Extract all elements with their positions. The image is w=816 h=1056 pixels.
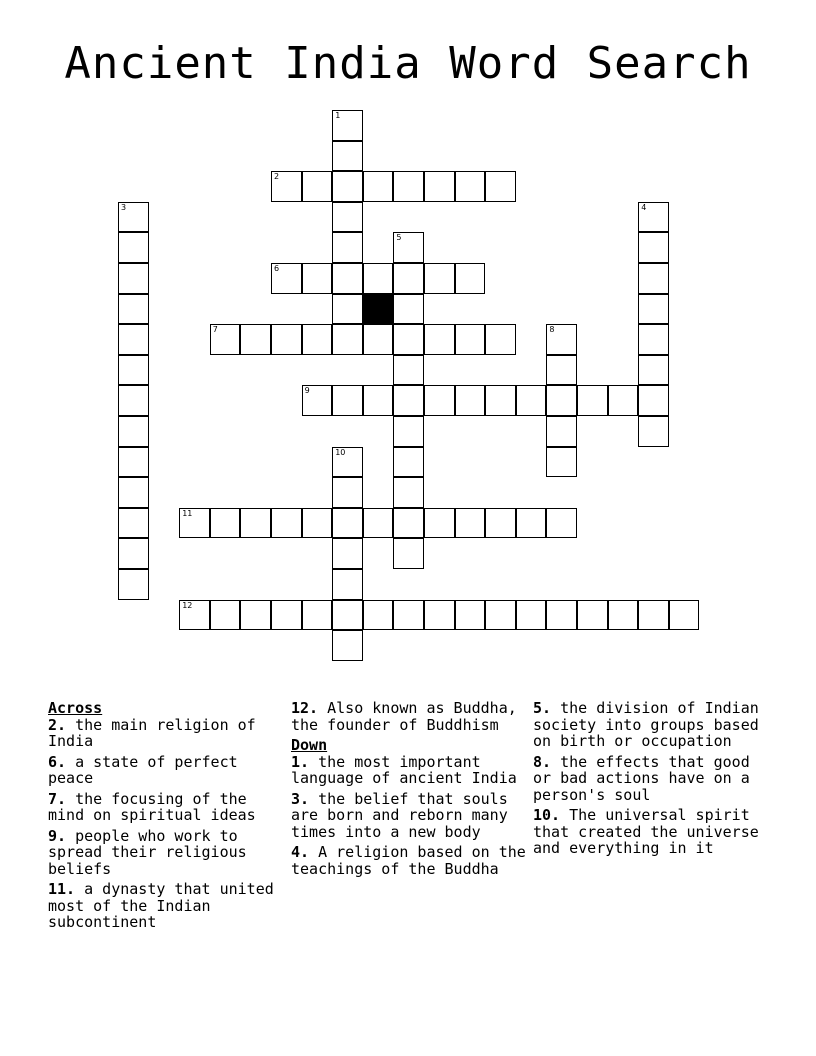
clue bbox=[291, 791, 527, 841]
crossword-cell[interactable] bbox=[332, 232, 363, 263]
crossword-cell[interactable] bbox=[608, 600, 639, 631]
crossword-cell[interactable] bbox=[363, 385, 394, 416]
clue-number: 6 bbox=[274, 264, 280, 273]
crossword-cell[interactable] bbox=[546, 355, 577, 386]
clues-column-2 bbox=[291, 700, 527, 881]
crossword-cell[interactable] bbox=[424, 600, 455, 631]
crossword-cell[interactable] bbox=[363, 171, 394, 202]
clue-heading: Down bbox=[291, 736, 328, 754]
clue-number: 8 bbox=[549, 325, 555, 335]
crossword-cell[interactable] bbox=[240, 324, 271, 355]
page-title: Ancient India Word Search bbox=[64, 38, 752, 89]
clue-number-label: 2. bbox=[48, 715, 67, 734]
clue-number: 1 bbox=[335, 111, 341, 120]
clue-text: the most important language of ancient India bbox=[291, 752, 517, 787]
crossword-cell[interactable] bbox=[546, 508, 577, 539]
crossword-cell[interactable] bbox=[332, 447, 363, 478]
crossword-cell[interactable] bbox=[393, 416, 424, 447]
clue-text: people who work to spread their religious beliefs bbox=[48, 826, 247, 878]
crossword-cell[interactable] bbox=[271, 263, 302, 294]
crossword-cell[interactable] bbox=[271, 600, 302, 631]
crossword-cell[interactable] bbox=[577, 385, 608, 416]
clue bbox=[48, 828, 284, 878]
clue bbox=[291, 700, 527, 733]
clue bbox=[48, 791, 284, 824]
crossword-cell[interactable] bbox=[118, 569, 149, 600]
clue-text: the division of Indian society into groups based on birth or occupation bbox=[533, 699, 759, 750]
crossword-cell[interactable] bbox=[118, 538, 149, 569]
clue-number: 7 bbox=[212, 325, 218, 335]
clue-number: 5 bbox=[396, 233, 402, 243]
clue bbox=[291, 844, 527, 877]
crossword-cell[interactable] bbox=[332, 477, 363, 508]
crossword-cell[interactable] bbox=[271, 324, 302, 355]
clue-number-label: 6. bbox=[48, 752, 67, 771]
crossword-cell[interactable] bbox=[546, 385, 577, 416]
clue-number-label: 5. bbox=[533, 699, 552, 717]
clue-number-label: 10. bbox=[533, 806, 561, 824]
crossword-cell[interactable] bbox=[332, 538, 363, 569]
crossword-cell[interactable] bbox=[455, 508, 486, 539]
crossword-cell[interactable] bbox=[638, 202, 669, 233]
clue-number: 10 bbox=[335, 447, 346, 457]
clue bbox=[48, 881, 284, 931]
crossword-cell[interactable] bbox=[577, 600, 608, 631]
clue bbox=[291, 754, 527, 787]
crossword-cell[interactable] bbox=[118, 324, 149, 355]
crossword-cell[interactable] bbox=[516, 385, 547, 416]
crossword-cell[interactable] bbox=[424, 508, 455, 539]
crossword-cell[interactable] bbox=[393, 600, 424, 631]
crossword-cell[interactable] bbox=[271, 171, 302, 202]
crossword-cell[interactable] bbox=[302, 263, 333, 294]
clue-number: 11 bbox=[182, 508, 193, 518]
crossword-cell[interactable] bbox=[302, 324, 333, 355]
crossword-cell[interactable] bbox=[302, 600, 333, 631]
crossword-cell[interactable] bbox=[546, 324, 577, 355]
crossword-cell[interactable] bbox=[332, 110, 363, 141]
crossword-cell[interactable] bbox=[118, 477, 149, 508]
crossword-cell[interactable] bbox=[638, 232, 669, 263]
crossword-cell[interactable] bbox=[455, 324, 486, 355]
clue-text: Also known as Buddha, the founder of Buddhism bbox=[291, 699, 517, 734]
crossword-cell[interactable] bbox=[393, 385, 424, 416]
crossword-cell[interactable] bbox=[179, 508, 210, 539]
clues-column-3 bbox=[533, 700, 769, 861]
crossword-cell[interactable] bbox=[485, 324, 516, 355]
crossword-cell[interactable] bbox=[546, 447, 577, 478]
clue-heading: Across bbox=[48, 699, 103, 717]
crossword-cell[interactable] bbox=[332, 569, 363, 600]
crossword-cell[interactable] bbox=[332, 600, 363, 631]
crossword-cell[interactable] bbox=[485, 508, 516, 539]
crossword-cell[interactable] bbox=[118, 355, 149, 386]
crossword-cell[interactable] bbox=[240, 600, 271, 631]
crossword-cell[interactable] bbox=[455, 385, 486, 416]
crossword-cell[interactable] bbox=[118, 202, 149, 233]
crossword-cell[interactable] bbox=[455, 263, 486, 294]
crossword-cell[interactable] bbox=[210, 324, 241, 355]
crossword-cell[interactable] bbox=[210, 508, 241, 539]
crossword-cell[interactable] bbox=[118, 232, 149, 263]
clue-text: A religion based on the teachings of the Buddha bbox=[291, 843, 526, 878]
crossword-cell[interactable] bbox=[302, 385, 333, 416]
crossword-cell[interactable] bbox=[638, 263, 669, 294]
clue-number-label: 3. bbox=[291, 789, 310, 808]
clue-number-label: 7. bbox=[48, 789, 67, 808]
crossword-cell[interactable] bbox=[210, 600, 241, 631]
crossword-cell[interactable] bbox=[363, 263, 394, 294]
crossword-cell[interactable] bbox=[363, 324, 394, 355]
crossword-cell[interactable] bbox=[485, 385, 516, 416]
clue-text: the main religion of India bbox=[48, 715, 256, 750]
crossword-cell[interactable] bbox=[118, 263, 149, 294]
crossword-cell[interactable] bbox=[393, 477, 424, 508]
crossword-cell[interactable] bbox=[118, 508, 149, 539]
clue-text: the effects that good or bad actions have on a person's soul bbox=[533, 752, 750, 804]
crossword-cell[interactable] bbox=[393, 294, 424, 325]
clue-number-label: 8. bbox=[533, 752, 552, 771]
crossword-cell[interactable] bbox=[332, 508, 363, 539]
clue-number-label: 1. bbox=[291, 752, 310, 771]
crossword-cell[interactable] bbox=[118, 385, 149, 416]
crossword-cell[interactable] bbox=[332, 171, 363, 202]
clue-text: the focusing of the mind on spiritual ideas bbox=[48, 789, 256, 824]
crossword-cell[interactable] bbox=[516, 508, 547, 539]
crossword-cell[interactable] bbox=[485, 600, 516, 631]
clue-text: The universal spirit that created the universe and everything in it bbox=[533, 806, 759, 857]
crossword-cell[interactable] bbox=[424, 385, 455, 416]
crossword-cell[interactable] bbox=[302, 508, 333, 539]
clue-number: 3 bbox=[121, 202, 127, 212]
crossword-cell[interactable] bbox=[332, 141, 363, 172]
crossword-cell[interactable] bbox=[393, 232, 424, 263]
crossword-cell[interactable] bbox=[179, 600, 210, 631]
crossword-cell[interactable] bbox=[240, 508, 271, 539]
crossword-cell[interactable] bbox=[363, 508, 394, 539]
clue-number-label: 9. bbox=[48, 826, 67, 845]
crossword-cell[interactable] bbox=[485, 171, 516, 202]
clue bbox=[533, 700, 769, 750]
crossword-cell[interactable] bbox=[118, 447, 149, 478]
crossword-cell[interactable] bbox=[393, 171, 424, 202]
clue-number-label: 4. bbox=[291, 843, 310, 861]
crossword-cell[interactable] bbox=[393, 447, 424, 478]
clue-number-label: 12. bbox=[291, 699, 319, 717]
crossword-cell[interactable] bbox=[271, 508, 302, 539]
crossword-cell[interactable] bbox=[393, 324, 424, 355]
crossword-cell[interactable] bbox=[332, 294, 363, 325]
crossword-cell[interactable] bbox=[546, 600, 577, 631]
crossword-cell[interactable] bbox=[332, 202, 363, 233]
crossword-cell[interactable] bbox=[455, 171, 486, 202]
clue-text: a state of perfect peace bbox=[48, 752, 238, 787]
clue-text: a dynasty that united most of the Indian subcontinent bbox=[48, 880, 274, 931]
clue-number: 9 bbox=[304, 386, 310, 396]
crossword-cell[interactable] bbox=[424, 263, 455, 294]
crossword-cell[interactable] bbox=[669, 600, 700, 631]
crossword-cell[interactable] bbox=[424, 324, 455, 355]
clues-column-1 bbox=[48, 700, 284, 935]
crossword-cell[interactable] bbox=[118, 416, 149, 447]
crossword-cell[interactable] bbox=[638, 385, 669, 416]
crossword-cell[interactable] bbox=[638, 600, 669, 631]
crossword-cell[interactable] bbox=[393, 538, 424, 569]
crossword-cell[interactable] bbox=[516, 600, 547, 631]
clue-number: 12 bbox=[182, 600, 193, 610]
crossword-cell[interactable] bbox=[608, 385, 639, 416]
clue-number: 4 bbox=[641, 202, 647, 212]
crossword-cell[interactable] bbox=[332, 630, 363, 661]
clue bbox=[48, 754, 284, 787]
crossword-cell[interactable] bbox=[332, 324, 363, 355]
crossword-cell[interactable] bbox=[638, 294, 669, 325]
crossword-cell[interactable] bbox=[638, 416, 669, 447]
clue-text: the belief that souls are born and reborn many times into a new body bbox=[291, 789, 508, 841]
crossword-cell[interactable] bbox=[363, 600, 394, 631]
black-cell bbox=[363, 294, 394, 325]
clue-number-label: 11. bbox=[48, 880, 76, 898]
crossword-cell[interactable] bbox=[332, 263, 363, 294]
crossword-cell[interactable] bbox=[638, 324, 669, 355]
crossword-cell[interactable] bbox=[546, 416, 577, 447]
crossword-cell[interactable] bbox=[455, 600, 486, 631]
clue-number: 2 bbox=[274, 172, 280, 182]
crossword-cell[interactable] bbox=[118, 294, 149, 325]
crossword-cell[interactable] bbox=[638, 355, 669, 386]
clue bbox=[533, 754, 769, 804]
crossword-cell[interactable] bbox=[393, 355, 424, 386]
clue bbox=[533, 807, 769, 857]
crossword-cell[interactable] bbox=[332, 385, 363, 416]
crossword-cell[interactable] bbox=[393, 263, 424, 294]
clue bbox=[48, 717, 284, 750]
crossword-cell[interactable] bbox=[393, 508, 424, 539]
crossword-cell[interactable] bbox=[424, 171, 455, 202]
crossword-cell[interactable] bbox=[302, 171, 333, 202]
